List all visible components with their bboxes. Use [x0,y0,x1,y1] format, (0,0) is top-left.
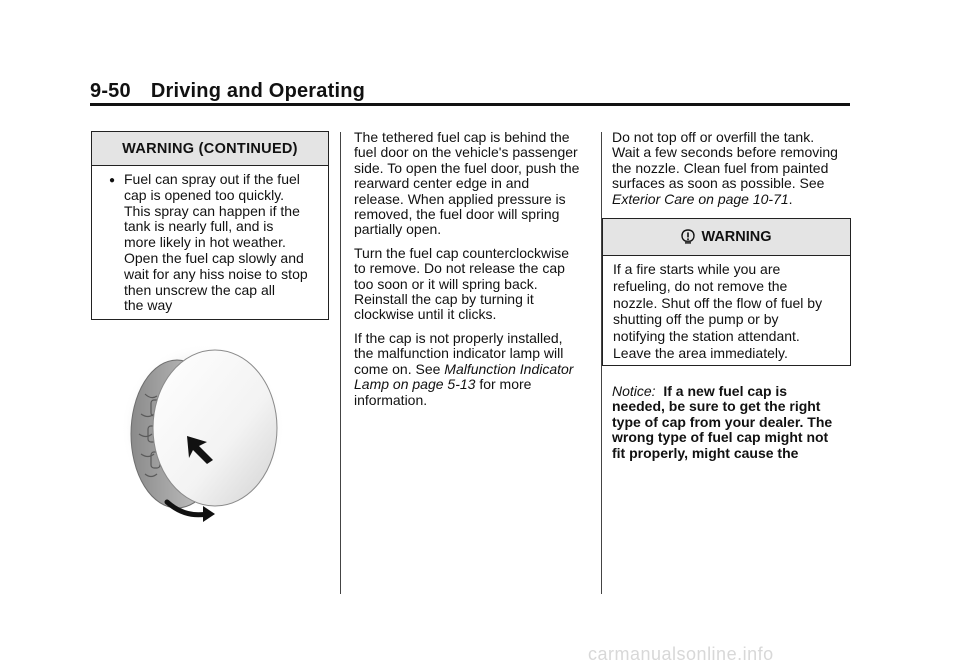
text-line: Wait a few seconds before removing [612,144,838,161]
fuel-cap-instructions [354,130,594,416]
text-line: The tethered fuel cap is behind the [354,129,570,145]
text-line: notifying the station attendant. [613,328,800,345]
column-divider [340,132,341,594]
section-title: Driving and Operating [150,80,366,102]
warning-title-text: WARNING [701,229,772,245]
text-line: to remove. Do not release the cap [354,260,565,277]
paragraph [354,331,594,408]
text-line: the nozzle. Clean fuel from painted [612,159,829,176]
page-header [90,80,365,103]
text-line: If the cap is not properly installed, [354,329,563,346]
paragraph [612,130,852,207]
text-line: cap is opened too quickly. [124,186,285,203]
text-line: rearward center edge in and [354,175,530,192]
notice-paragraph [612,384,852,469]
refueling-intro [612,130,852,215]
paragraph [354,246,594,323]
text-line: side. To open the fuel door, push the [354,159,580,176]
fire-warning-box [602,218,851,366]
cross-reference-link[interactable]: Exterior Care on page 10-71 [612,190,789,207]
text-line: Open the fuel cap slowly and [124,249,304,266]
text-line: information. [354,391,428,408]
text-line: release. When applied pressure is [354,190,566,207]
text-line: the way [124,297,173,314]
text-line: too soon or it will spring back. [354,275,538,292]
text-line: shutting off the pump or by [613,311,779,328]
cross-reference-link[interactable]: Lamp on page 5-13 [354,376,476,393]
warning-symbol-icon [681,229,695,245]
text-line: nozzle. Shut off the flow of fuel by [613,294,823,311]
text-line: If a fire starts while you are [613,261,781,277]
text-line: If a new fuel cap is [663,383,788,399]
text-line: come on. See [354,360,445,377]
text-line: Do not top off or overfill the tank. [612,129,815,145]
text-line: removed, the fuel door will spring [354,206,560,223]
fuel-cap-illustration [115,342,295,542]
text-line: Turn the fuel cap counterclockwise [354,244,570,261]
text-line: the malfunction indicator lamp will [354,345,564,362]
warning-continued-box [91,131,329,320]
text-line: This spray can happen if the [124,202,300,219]
warning-title [603,219,850,256]
paragraph [354,130,594,238]
text-line: wrong type of fuel cap might not [612,429,829,446]
bullet-icon: ● [109,175,116,186]
site-watermark: carmanualsonline.info [588,644,774,664]
text-line: more likely in hot weather. [124,234,286,251]
text-line: surfaces as soon as possible. See [612,175,825,192]
text-line: then unscrew the cap all [124,281,275,298]
text-line: needed, be sure to get the right [612,398,821,415]
text-line: partially open. [354,221,442,238]
cap-face [153,350,277,506]
text-line: fit properly, might cause the [612,444,799,461]
text-line: tank is nearly full, and is [124,218,274,235]
text-line: Fuel can spray out if the fuel [124,171,300,187]
text-line: Leave the area immediately. [613,344,788,361]
warning-body [613,261,845,362]
text-line: Reinstall the cap by turning it [354,291,534,308]
warning-continued-title: WARNING (CONTINUED) [92,132,328,166]
text-line: fuel door on the vehicle's passenger [354,144,578,161]
cross-reference-link[interactable]: Malfunction Indicator [444,360,574,377]
text-line: type of cap from your dealer. The [612,413,833,430]
header-rule [90,103,850,106]
page-number: 9-50 [90,80,131,102]
text-line: . [788,190,793,207]
text-line: clockwise until it clicks. [354,306,497,323]
text-line: refueling, do not remove the [613,277,788,294]
notice-label: Notice: [612,383,656,399]
warning-continued-text [108,172,324,314]
text-line: for more [475,376,532,393]
text-line: wait for any hiss noise to stop [124,265,308,282]
paragraph [612,384,852,461]
